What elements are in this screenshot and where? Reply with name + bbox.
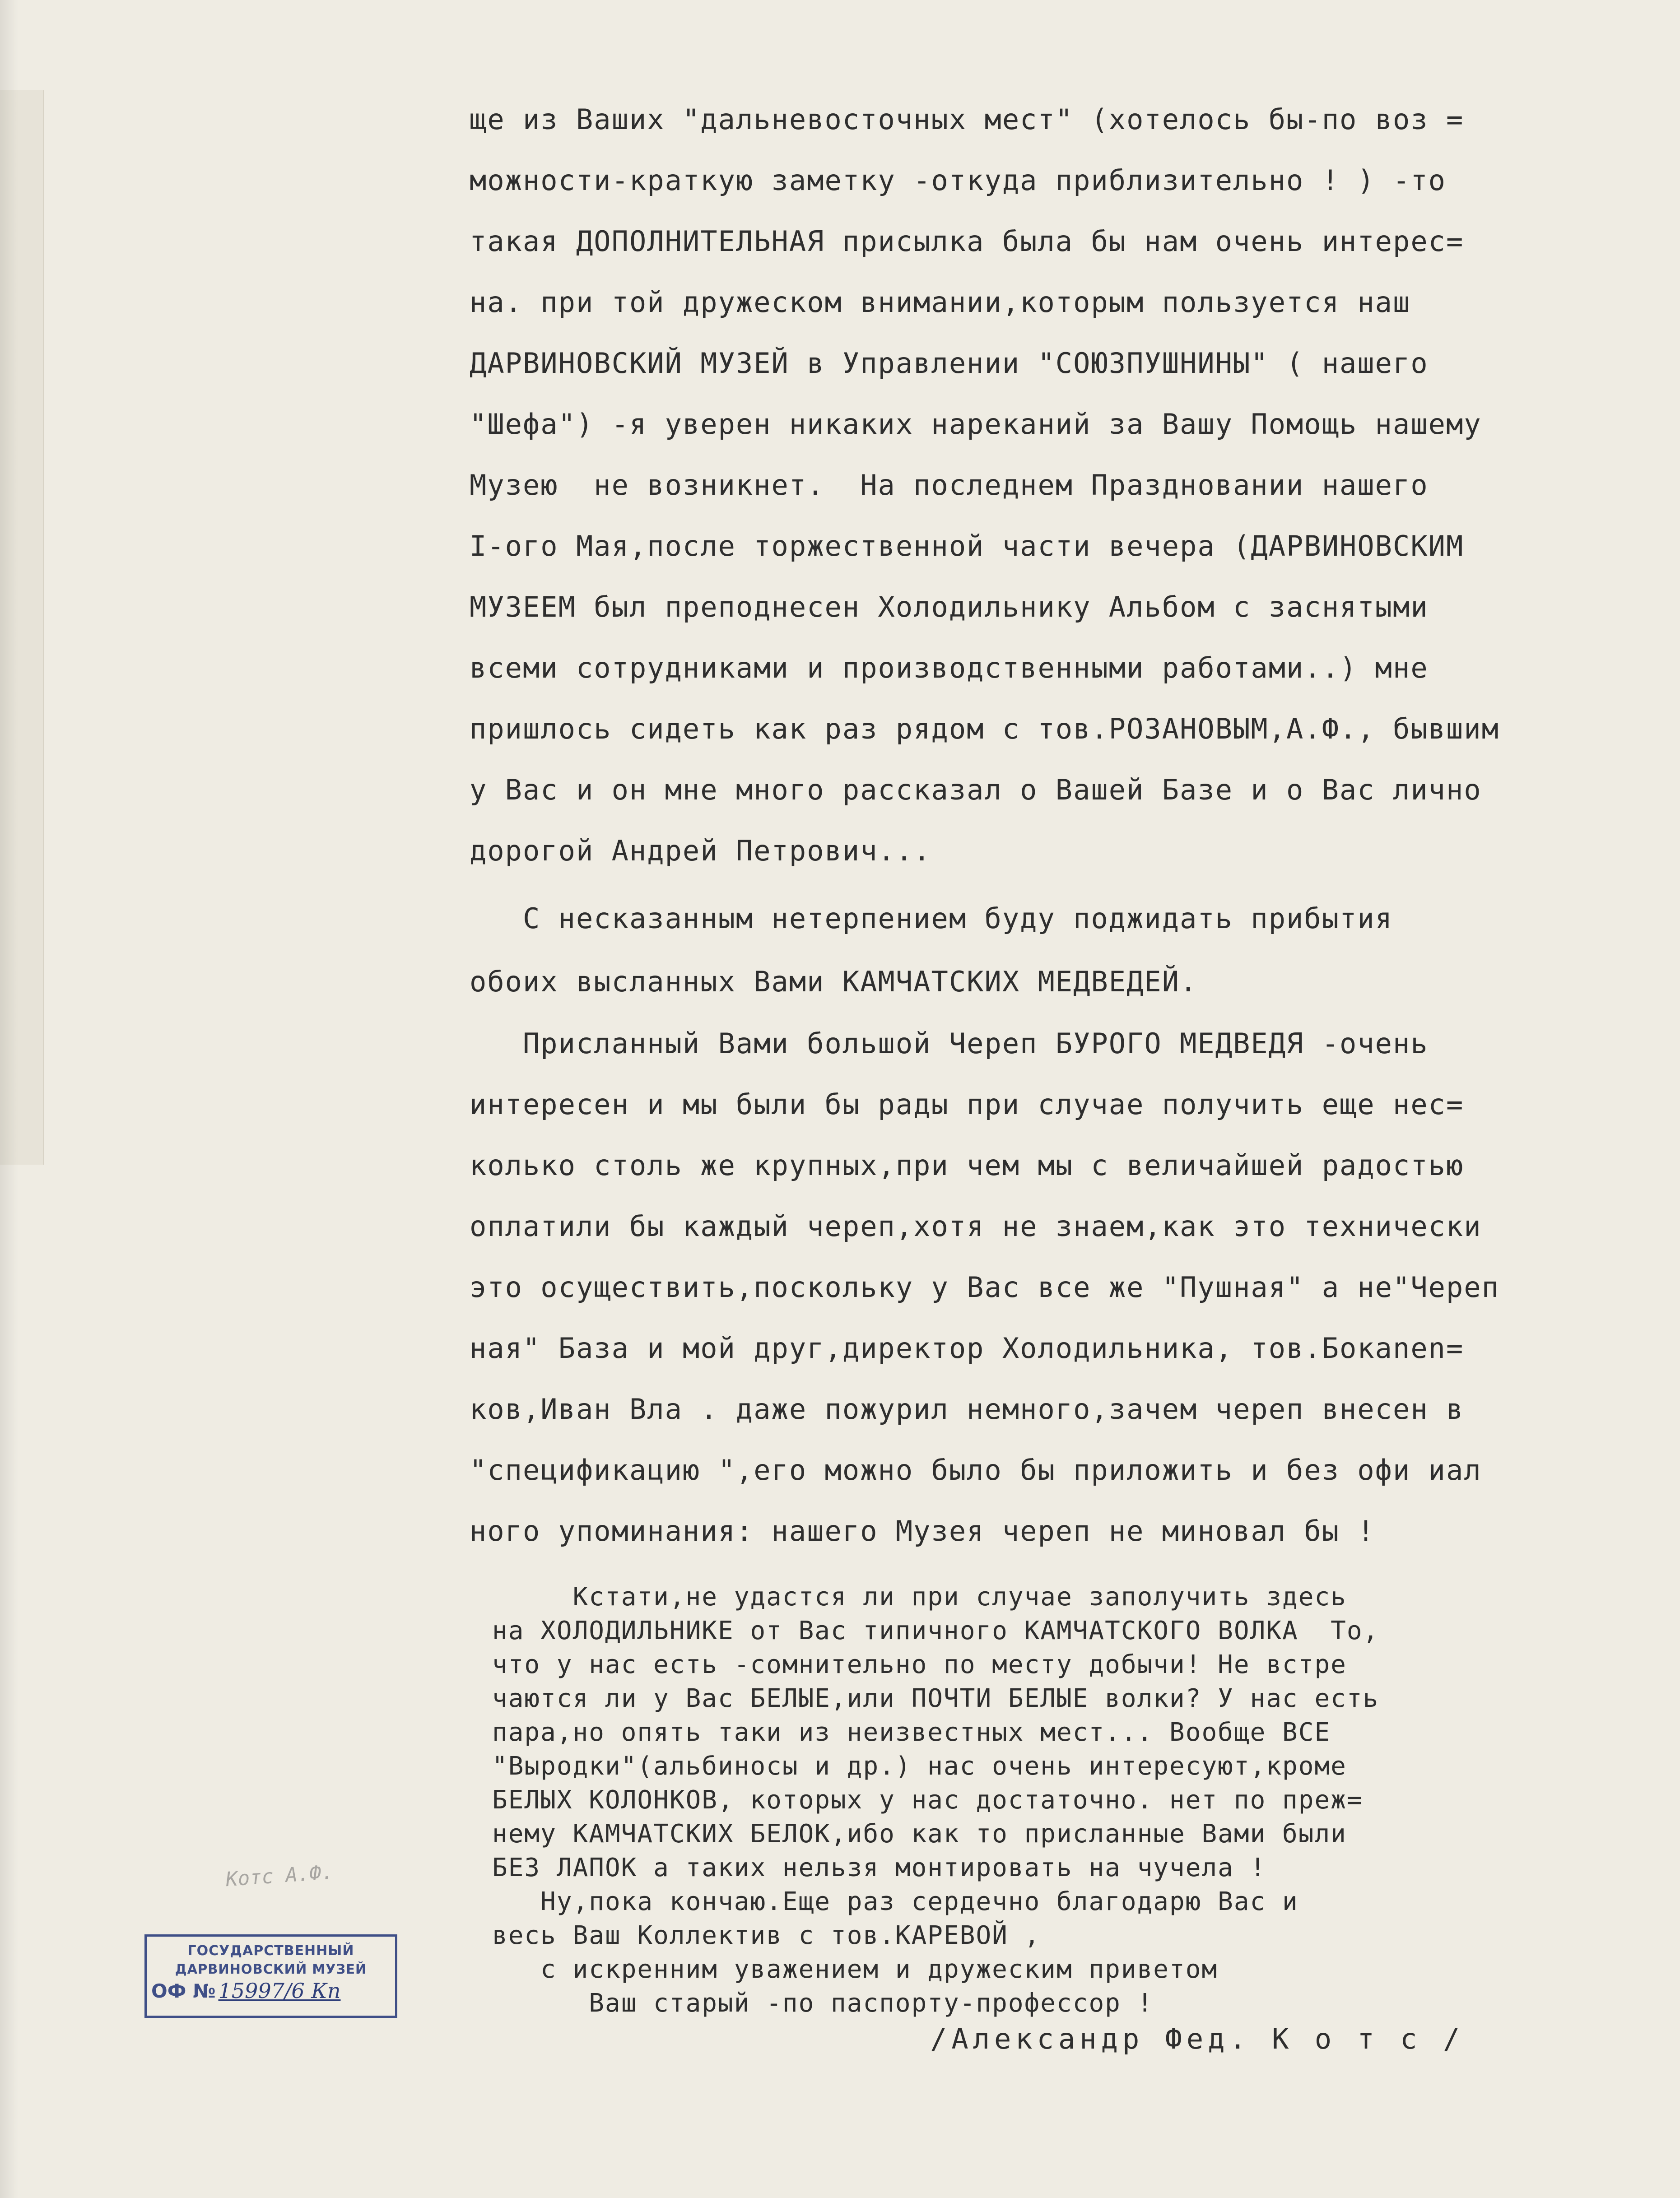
letter-line: чаются ли у Вас БЕЛЫЕ,или ПОЧТИ БЕЛЫЕ волки? У нас есть [492, 1684, 1379, 1713]
letter-line: Ваш старый -по паспорту-профессор ! [492, 1989, 1154, 2018]
letter-line: что у нас есть -сомнительно по месту добычи! Не встре [492, 1650, 1347, 1679]
letter-line: это осуществить,поскольку у Вас все же "Пушная" а не"Череп [470, 1271, 1499, 1304]
letter-line: такая ДОПОЛНИТЕЛЬНАЯ присылка была бы нам очень интерес= [470, 225, 1464, 258]
stamp-line-1: ГОСУДАРСТВЕННЫЙ [187, 1943, 354, 1959]
letter-line: Кстати,не удастся ли при случае заполучить здесь [492, 1582, 1347, 1612]
letter-line: всеми сотрудниками и производственными работами..) мне [470, 651, 1429, 684]
pencil-note: Котс А.Ф. [225, 1860, 334, 1891]
letter-line: на. при той дружеском внимании,которым пользуется наш [470, 286, 1411, 319]
letter-line: весь Ваш Коллектив с тов.КАРЕВОЙ , [492, 1921, 1041, 1950]
letter-line: МУЗЕЕМ был преподнесен Холодильнику Альбом с заснятыми [470, 590, 1429, 623]
letter-line: нему КАМЧАТСКИХ БЕЛОК,ибо как то присланные Вами были [492, 1819, 1347, 1849]
letter-line: I-ого Мая,после торжественной части вечера (ДАРВИНОВСКИМ [470, 530, 1464, 562]
letter-line: ного упоминания: нашего Музея череп не миновал бы ! [470, 1515, 1375, 1547]
letter-line: Ну,пока кончаю.Еще раз сердечно благодарю Вас и [492, 1887, 1298, 1916]
stamp-label: ОФ № [151, 1980, 216, 2002]
letter-line: на ХОЛОДИЛЬНИКЕ от Вас типичного КАМЧАТСКОГО ВОЛКА То, [492, 1616, 1379, 1645]
letter-line: пришлось сидеть как раз рядом с тов.РОЗАНОВЫМ,А.Ф., бывшим [470, 712, 1499, 745]
letter-line: Присланный Вами большой Череп БУРОГО МЕДВЕДЯ -очень [470, 1027, 1429, 1060]
letter-line: С несказанным нетерпением буду поджидать прибытия [470, 902, 1393, 935]
letter-line: "спецификацию ",его можно было бы приложить и без офи иал [470, 1454, 1482, 1487]
letter-line: интересен и мы были бы рады при случае получить еще нес= [470, 1088, 1464, 1121]
letter-line: ДАРВИНОВСКИЙ МУЗЕЙ в Управлении "СОЮЗПУШНИНЫ" ( нашего [470, 347, 1429, 380]
letter-line: оплатили бы каждый череп,хотя не знаем,как это технически [470, 1210, 1482, 1243]
letter-line: у Вас и он мне много рассказал о Вашей Базе и о Вас лично [470, 773, 1482, 806]
stamp-line-3 [151, 1979, 391, 2003]
letter-line: обоих высланных Вами КАМЧАТСКИХ МЕДВЕДЕЙ. [470, 965, 1198, 998]
letter-line: ная" База и мой друг,директор Холодильника, тов.Бокanen= [470, 1332, 1464, 1365]
letter-line: можности-краткую заметку -откуда приблизительно ! ) -то [470, 164, 1446, 197]
letter-line: Музею не возникнет. На последнем Праздновании нашего [470, 469, 1429, 502]
letter-line: "Шефа") -я уверен никаких нареканий за Вашу Помощь нашему [470, 408, 1482, 441]
letter-line: пара,но опять таки из неизвестных мест... Вообще ВСЕ [492, 1718, 1331, 1747]
letter-line: дорогой Андрей Петрович... [470, 834, 931, 867]
letter-line: БЕЗ ЛАПОК а таких нельзя монтировать на чучела ! [492, 1853, 1266, 1882]
letter-line: БЕЛЫХ КОЛОНКОВ, которых у нас достаточно. нет по преж= [492, 1785, 1363, 1815]
stamp-line-2: ДАРВИНОВСКИЙ МУЗЕЙ [175, 1961, 367, 1977]
museum-stamp [144, 1934, 397, 2018]
letter-line: ще из Ваших "дальневосточных мест" (хотелось бы-по воз = [470, 103, 1464, 136]
stamp-inventory-number: 15997/6 Кп [218, 1979, 341, 2003]
letter-line: с искренним уважением и дружеским приветом [492, 1955, 1218, 1984]
letter-line: колько столь же крупных,при чем мы с величайшей радостью [470, 1149, 1464, 1182]
letter-line: ков,Иван Вла . даже пожурил немного,зачем череп внесен в [470, 1393, 1464, 1426]
letter-line: "Выродки"(альбиносы и др.) нас очень интересуют,кроме [492, 1752, 1347, 1781]
signature: /Александр Фед. К о т с / [930, 2022, 1465, 2055]
